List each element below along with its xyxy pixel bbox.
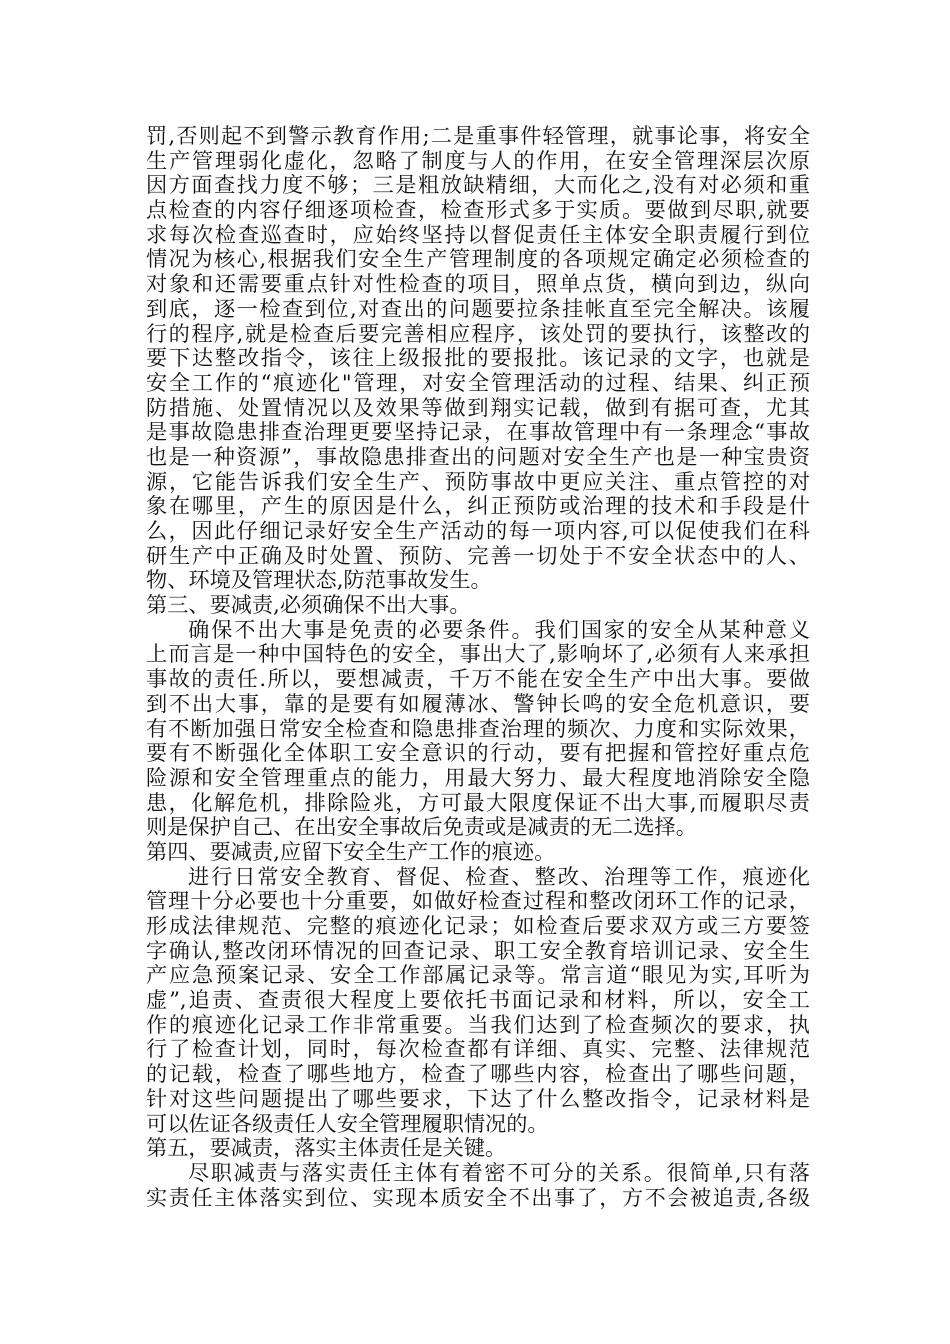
text-line: 事故的责任.所以，要想减责，千万不能在安全生产中出大事。要做 [146,666,810,692]
text-line: 形成法律规范、完整的痕迹化记录；如检查后要求双方或三方要签 [146,913,810,938]
text-line: 行了检查计划，同时，每次检查都有详细、真实、完整、法律规范 [146,1036,810,1062]
text-line: 行的程序,就是检查后要完善相应程序，该处罚的要执行，该整改的 [146,320,810,346]
text-line: 点检查的内容仔细逐项检查，检查形式多于实质。要做到尽职,就要 [146,197,810,223]
text-line: 源，它能告诉我们安全生产、预防事故中更应关注、重点管控的对 [146,468,810,494]
text-line: 实责任主体落实到位、实现本质安全不出事了，方不会被追责,各级 [146,1184,810,1210]
text-line: 产应急预案记录、安全工作部属记录等。常言道“眼见为实,耳听为 [146,962,810,988]
text-line: 作的痕迹化记录工作非常重要。当我们达到了检查频次的要求，执 [146,1011,810,1037]
text-line: 管理十分必要也十分重要，如做好检查过程和整改闭环工作的记录， [146,888,810,914]
text-line: 因方面查找力度不够；三是粗放缺精细，大而化之,没有对必须和重 [146,172,810,198]
text-line: 进行日常安全教育、督促、检查、整改、治理等工作，痕迹化 [188,863,810,889]
text-line: 字确认,整改闭环情况的回查记录、职工安全教育培训记录、安全生 [146,937,810,963]
text-line: 研生产中正确及时处置、预防、完善一切处于不安全状态中的人、 [146,542,810,568]
text-line: 针对这些问题提出了哪些要求，下达了什么整改指令，记录材料是 [146,1085,810,1111]
text-line: 对象和还需要重点针对性检查的项目，照单点货，横向到边，纵向 [146,271,810,297]
text-line: 险源和安全管理重点的能力，用最大努力、最大程度地消除安全隐 [146,764,810,790]
text-line: 尽职减责与落实责任主体有着密不可分的关系。很简单,只有落 [188,1159,810,1185]
text-line: 防措施、处置情况以及效果等做到翔实记载，做到有据可查，尤其 [146,394,810,420]
text-line: 情况为核心,根据我们安全生产管理制度的各项规定确定必须检查的 [146,246,810,272]
document-page [146,124,810,1210]
text-line: 第四、要减责,应留下安全生产工作的痕迹。 [146,838,556,864]
text-line: 确保不出大事是免责的必要条件。我们国家的安全从某种意义 [188,616,810,642]
text-line: 求每次检查巡查时，应始终坚持以督促责任主体安全职责履行到位 [146,221,810,247]
text-line: 安全工作的“痕迹化"管理，对安全管理活动的过程、结果、纠正预 [146,369,810,395]
text-line: 上而言是一种中国特色的安全，事出大了,影响坏了,必须有人来承担 [146,641,810,667]
text-line: 到底，逐一检查到位,对查出的问题要拉条挂帐直至完全解决。该履 [146,295,810,321]
text-line: 要有不断强化全体职工安全意识的行动，要有把握和管控好重点危 [146,740,810,766]
document-body [146,124,810,1210]
text-line: 也是一种资源”，事故隐患排查出的问题对安全生产也是一种宝贵资 [146,443,810,469]
text-line: 罚,否则起不到警示教育作用;二是重事件轻管理，就事论事，将安全 [146,123,810,148]
text-line: 的记载，检查了哪些地方，检查了哪些内容，检查出了哪些问题， [146,1061,810,1087]
text-line: 可以佐证各级责任人安全管理履职情况的。 [146,1110,549,1136]
text-line: 第三、要减责,必须确保不出大事。 [146,592,471,618]
text-line: 生产管理弱化虚化，忽略了制度与人的作用，在安全管理深层次原 [146,147,810,173]
text-line: 么，因此仔细记录好安全生产活动的每一项内容,可以促使我们在科 [146,518,810,543]
text-line: 有不断加强日常安全检查和隐患排查治理的频次、力度和实际效果， [146,715,810,741]
text-line: 是事故隐患排查治理更要坚持记录，在事故管理中有一条理念“事故 [146,419,810,445]
text-line: 虚”,追责、查责很大程度上要依托书面记录和材料，所以，安全工 [146,987,810,1013]
text-line: 要下达整改指令，该往上级报批的要报批。该记录的文字，也就是 [146,345,810,371]
text-line: 到不出大事，靠的是要有如履薄冰、警钟长鸣的安全危机意识，要 [146,690,810,716]
text-line: 患，化解危机，排除险兆，方可最大限度保证不出大事,而履职尽责 [146,789,810,815]
text-line: 则是保护自己、在出安全事故后免责或是减责的无二选择。 [146,814,697,840]
text-line: 象在哪里，产生的原因是什么，纠正预防或治理的技术和手段是什 [146,493,810,519]
text-line: 第五，要减责，落实主体责任是关键。 [146,1135,507,1161]
text-line: 物、环境及管理状态,防范事故发生。 [146,567,492,593]
